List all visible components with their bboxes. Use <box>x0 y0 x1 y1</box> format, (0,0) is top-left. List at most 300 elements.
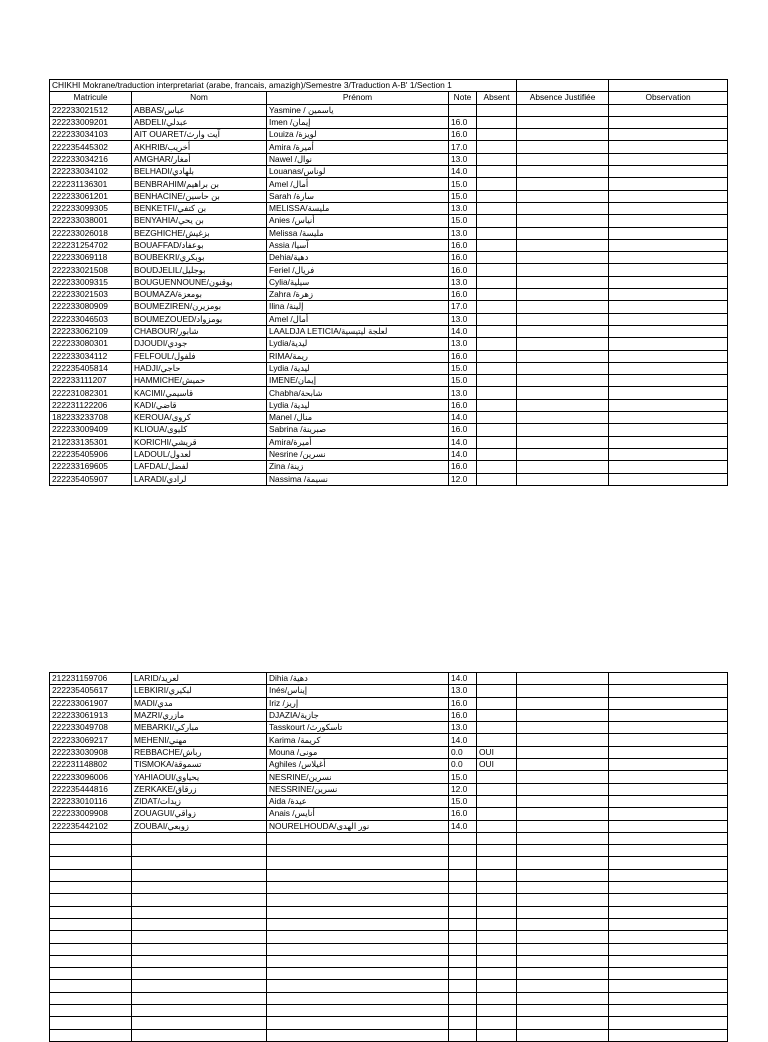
absence-justifiee-cell <box>517 289 609 301</box>
nom-cell: KEROUA/كروى <box>132 412 267 424</box>
absent-cell <box>477 424 517 436</box>
absent-cell <box>477 436 517 448</box>
note-cell: 14.0 <box>449 166 477 178</box>
note-cell <box>449 104 477 116</box>
nom-cell: ABDELI/عبدلي <box>132 116 267 128</box>
empty-cell <box>267 943 449 955</box>
matricule-cell: 222233010116 <box>50 795 132 807</box>
nom-cell: ZOUBAI/زوبعي <box>132 820 267 832</box>
title-row <box>50 80 728 92</box>
absence-justifiee-cell <box>517 412 609 424</box>
nom-cell: LAFDAL/لفضل <box>132 461 267 473</box>
table-row <box>50 709 728 721</box>
empty-row <box>50 845 728 857</box>
absence-justifiee-cell <box>517 104 609 116</box>
absence-justifiee-cell <box>517 820 609 832</box>
matricule-cell: 222233021512 <box>50 104 132 116</box>
empty-cell <box>132 1005 267 1017</box>
grades-table-part-2 <box>49 672 728 1042</box>
empty-cell <box>477 832 517 844</box>
empty-cell <box>449 857 477 869</box>
absent-cell <box>477 473 517 485</box>
prenom-cell: Iriz /إريز <box>267 697 449 709</box>
table-row <box>50 461 728 473</box>
empty-cell <box>132 943 267 955</box>
absent-cell <box>477 820 517 832</box>
nom-cell: BELHADI/بلهادي <box>132 166 267 178</box>
table-row <box>50 399 728 411</box>
nom-cell: MEBARKI/مباركي <box>132 722 267 734</box>
prenom-cell: Manel /منال <box>267 412 449 424</box>
matricule-cell: 222231148802 <box>50 759 132 771</box>
note-cell: 17.0 <box>449 301 477 313</box>
nom-cell: LARADI/لرادي <box>132 473 267 485</box>
table-row <box>50 202 728 214</box>
table-row <box>50 722 728 734</box>
table-row <box>50 759 728 771</box>
table-row <box>50 252 728 264</box>
prenom-cell: Amira/أميرة <box>267 436 449 448</box>
matricule-cell: 222233069118 <box>50 252 132 264</box>
observation-cell <box>609 227 728 239</box>
table-row <box>50 685 728 697</box>
absence-justifiee-cell <box>517 783 609 795</box>
empty-cell <box>50 857 132 869</box>
matricule-cell: 222235442102 <box>50 820 132 832</box>
note-cell: 15.0 <box>449 375 477 387</box>
absent-cell <box>477 697 517 709</box>
empty-cell <box>477 918 517 930</box>
absence-justifiee-cell <box>517 202 609 214</box>
empty-cell <box>132 931 267 943</box>
absence-justifiee-cell <box>517 252 609 264</box>
note-cell: 0.0 <box>449 759 477 771</box>
note-cell: 15.0 <box>449 190 477 202</box>
absent-cell <box>477 673 517 685</box>
prenom-cell: Sarah /سارة <box>267 190 449 202</box>
table-row <box>50 129 728 141</box>
note-cell: 16.0 <box>449 116 477 128</box>
absent-cell <box>477 116 517 128</box>
note-cell: 14.0 <box>449 412 477 424</box>
absent-cell <box>477 178 517 190</box>
nom-cell: BOUMEZIREN/بومزيرن <box>132 301 267 313</box>
absent-cell <box>477 289 517 301</box>
matricule-cell: 222233111207 <box>50 375 132 387</box>
matricule-cell: 222233069217 <box>50 734 132 746</box>
table-row <box>50 239 728 251</box>
note-cell: 15.0 <box>449 362 477 374</box>
absence-justifiee-cell <box>517 746 609 758</box>
nom-cell: YAHIAOUI/يحياوي <box>132 771 267 783</box>
table-row <box>50 166 728 178</box>
note-cell: 12.0 <box>449 473 477 485</box>
matricule-cell: 222233034102 <box>50 166 132 178</box>
empty-cell <box>477 1017 517 1029</box>
note-cell: 16.0 <box>449 399 477 411</box>
nom-cell: TISMOKA/تسموقة <box>132 759 267 771</box>
empty-cell <box>267 931 449 943</box>
prenom-cell: NESSRINE/نسرين <box>267 783 449 795</box>
note-cell: 16.0 <box>449 289 477 301</box>
absence-justifiee-cell <box>517 313 609 325</box>
note-cell: 16.0 <box>449 264 477 276</box>
empty-cell <box>50 1017 132 1029</box>
nom-cell: MEHENI/مهني <box>132 734 267 746</box>
prenom-cell: NOURELHOUDA/نور الهدى <box>267 820 449 832</box>
absent-cell <box>477 104 517 116</box>
empty-cell <box>50 869 132 881</box>
observation-cell <box>609 808 728 820</box>
absent-cell <box>477 202 517 214</box>
matricule-cell: 222233096006 <box>50 771 132 783</box>
empty-cell <box>517 857 609 869</box>
empty-cell <box>477 1005 517 1017</box>
nom-cell: AKHRIB/أخريب <box>132 141 267 153</box>
prenom-cell: Nesrine /نسرين <box>267 448 449 460</box>
observation-cell <box>609 116 728 128</box>
empty-cell <box>50 1005 132 1017</box>
empty-cell <box>449 980 477 992</box>
empty-cell <box>477 882 517 894</box>
empty-row <box>50 968 728 980</box>
absent-cell <box>477 313 517 325</box>
empty-cell <box>50 832 132 844</box>
note-cell: 13.0 <box>449 276 477 288</box>
observation-cell <box>609 448 728 460</box>
observation-cell <box>609 424 728 436</box>
absence-justifiee-cell <box>517 153 609 165</box>
absent-cell <box>477 338 517 350</box>
absence-justifiee-cell <box>517 734 609 746</box>
empty-cell <box>449 955 477 967</box>
prenom-cell: Assia /آسيا <box>267 239 449 251</box>
prenom-cell: RIMA/ريمة <box>267 350 449 362</box>
table-row <box>50 375 728 387</box>
empty-cell <box>132 869 267 881</box>
empty-cell <box>609 980 728 992</box>
empty-cell <box>132 857 267 869</box>
prenom-cell: Ilina /إلينة <box>267 301 449 313</box>
empty-cell <box>267 906 449 918</box>
absence-justifiee-cell <box>517 178 609 190</box>
note-cell: 16.0 <box>449 239 477 251</box>
empty-cell <box>517 1005 609 1017</box>
empty-cell <box>609 931 728 943</box>
note-cell: 0.0 <box>449 746 477 758</box>
observation-cell <box>609 338 728 350</box>
empty-cell <box>50 906 132 918</box>
observation-cell <box>609 759 728 771</box>
empty-cell <box>50 992 132 1004</box>
sheet-title: CHIKHI Mokrane/traduction interpretariat (arabe, francais, amazigh)/Semestre 3/Traduction A-B' 1/Section 1 <box>50 80 517 92</box>
table-row <box>50 783 728 795</box>
absent-cell <box>477 350 517 362</box>
absence-justifiee-cell <box>517 276 609 288</box>
absent-cell <box>477 153 517 165</box>
absent-cell <box>477 387 517 399</box>
nom-cell: MAZRI/مازري <box>132 709 267 721</box>
absent-cell <box>477 301 517 313</box>
matricule-cell: 222233026018 <box>50 227 132 239</box>
absence-justifiee-cell <box>517 375 609 387</box>
observation-cell <box>609 722 728 734</box>
table-row <box>50 673 728 685</box>
empty-cell <box>50 955 132 967</box>
empty-cell <box>267 845 449 857</box>
absence-justifiee-cell <box>517 387 609 399</box>
matricule-cell: 222235445302 <box>50 141 132 153</box>
observation-cell <box>609 190 728 202</box>
observation-cell <box>609 387 728 399</box>
absence-justifiee-cell <box>517 116 609 128</box>
absent-cell <box>477 239 517 251</box>
prenom-cell: Zahra /زهرة <box>267 289 449 301</box>
empty-cell <box>517 918 609 930</box>
prenom-cell: Dihia /دهية <box>267 673 449 685</box>
empty-cell <box>132 955 267 967</box>
absence-justifiee-cell <box>517 239 609 251</box>
nom-cell: CHABOUR/شابور <box>132 325 267 337</box>
empty-cell <box>267 968 449 980</box>
nom-cell: ABBAS/عباس <box>132 104 267 116</box>
nom-cell: KACIMI/قاسيمي <box>132 387 267 399</box>
header-observation: Observation <box>609 92 728 104</box>
prenom-cell: Louiza /لويزة <box>267 129 449 141</box>
empty-cell <box>609 1017 728 1029</box>
absent-cell <box>477 771 517 783</box>
empty-cell <box>50 882 132 894</box>
table-row <box>50 104 728 116</box>
observation-cell <box>609 104 728 116</box>
matricule-cell: 222233021503 <box>50 289 132 301</box>
observation-cell <box>609 461 728 473</box>
observation-cell <box>609 252 728 264</box>
nom-cell: ZERKAKE/زرقاق <box>132 783 267 795</box>
observation-cell <box>609 153 728 165</box>
table-row <box>50 227 728 239</box>
table-row <box>50 362 728 374</box>
prenom-cell: Tasskourt /تاسكورث <box>267 722 449 734</box>
empty-cell <box>449 832 477 844</box>
empty-cell <box>267 980 449 992</box>
matricule-cell: 222233061201 <box>50 190 132 202</box>
absent-cell <box>477 227 517 239</box>
observation-cell <box>609 215 728 227</box>
nom-cell: BOUMAZA/بومعزة <box>132 289 267 301</box>
absence-justifiee-cell <box>517 215 609 227</box>
absence-justifiee-cell <box>517 362 609 374</box>
nom-cell: BOUBEKRI/بوبكري <box>132 252 267 264</box>
note-cell: 13.0 <box>449 722 477 734</box>
empty-cell <box>517 832 609 844</box>
observation-cell <box>609 289 728 301</box>
table-row <box>50 301 728 313</box>
empty-cell <box>609 894 728 906</box>
matricule-cell: 222233009409 <box>50 424 132 436</box>
absent-cell <box>477 190 517 202</box>
empty-cell <box>267 869 449 881</box>
nom-cell: KLIOUA/كليوى <box>132 424 267 436</box>
observation-cell <box>609 771 728 783</box>
note-cell: 14.0 <box>449 325 477 337</box>
observation-cell <box>609 301 728 313</box>
empty-cell <box>267 1029 449 1041</box>
empty-cell <box>50 931 132 943</box>
absent-cell <box>477 399 517 411</box>
empty-cell <box>267 1017 449 1029</box>
empty-cell <box>477 906 517 918</box>
note-cell: 15.0 <box>449 795 477 807</box>
absence-justifiee-cell <box>517 424 609 436</box>
table-row <box>50 153 728 165</box>
note-cell: 15.0 <box>449 771 477 783</box>
matricule-cell: 222233021508 <box>50 264 132 276</box>
observation-cell <box>609 362 728 374</box>
empty-cell <box>267 992 449 1004</box>
prenom-cell: Yasmine / ياسمين <box>267 104 449 116</box>
absent-cell: OUI <box>477 759 517 771</box>
absence-justifiee-cell <box>517 473 609 485</box>
empty-cell <box>50 918 132 930</box>
header-absent: Absent <box>477 92 517 104</box>
empty-cell <box>449 1029 477 1041</box>
nom-cell: BOUDJELIL/بوجليل <box>132 264 267 276</box>
table-row <box>50 325 728 337</box>
nom-cell: KADI/قاضي <box>132 399 267 411</box>
nom-cell: BENHACINE/بن حاسين <box>132 190 267 202</box>
header-row <box>50 92 728 104</box>
observation-cell <box>609 734 728 746</box>
absence-justifiee-cell <box>517 129 609 141</box>
note-cell: 16.0 <box>449 350 477 362</box>
nom-cell: LADOUL/لعدول <box>132 448 267 460</box>
prenom-cell: Lydia /ليدية <box>267 399 449 411</box>
nom-cell: ZOUAGUI/زواقي <box>132 808 267 820</box>
table-row <box>50 808 728 820</box>
matricule-cell: 222233046503 <box>50 313 132 325</box>
prenom-cell: Amel /أمال <box>267 178 449 190</box>
matricule-cell: 222233034103 <box>50 129 132 141</box>
empty-row <box>50 918 728 930</box>
empty-cell <box>449 1005 477 1017</box>
note-cell: 14.0 <box>449 448 477 460</box>
table-row <box>50 190 728 202</box>
absence-justifiee-cell <box>517 301 609 313</box>
note-cell: 13.0 <box>449 153 477 165</box>
observation-cell <box>609 350 728 362</box>
absent-cell <box>477 375 517 387</box>
prenom-cell: Cylia/سيلية <box>267 276 449 288</box>
empty-cell <box>517 869 609 881</box>
observation-cell <box>609 202 728 214</box>
table-row <box>50 338 728 350</box>
observation-cell <box>609 412 728 424</box>
nom-cell: FELFOUL/فلفول <box>132 350 267 362</box>
table-row <box>50 141 728 153</box>
absence-justifiee-cell <box>517 190 609 202</box>
empty-row <box>50 931 728 943</box>
empty-cell <box>132 1017 267 1029</box>
absence-justifiee-cell <box>517 166 609 178</box>
prenom-cell: Dehia/دهية <box>267 252 449 264</box>
absence-justifiee-cell <box>517 350 609 362</box>
title-empty-cell <box>609 80 728 92</box>
table-row <box>50 116 728 128</box>
matricule-cell: 222231122206 <box>50 399 132 411</box>
empty-cell <box>477 869 517 881</box>
empty-cell <box>50 894 132 906</box>
matricule-cell: 222233034112 <box>50 350 132 362</box>
empty-cell <box>449 894 477 906</box>
prenom-cell: Zina /زينة <box>267 461 449 473</box>
matricule-cell: 222235405907 <box>50 473 132 485</box>
observation-cell <box>609 141 728 153</box>
table-row <box>50 820 728 832</box>
matricule-cell: 222233062109 <box>50 325 132 337</box>
observation-cell <box>609 820 728 832</box>
absent-cell <box>477 362 517 374</box>
matricule-cell: 222233061913 <box>50 709 132 721</box>
matricule-cell: 222235405814 <box>50 362 132 374</box>
prenom-cell: Inés/إيناس <box>267 685 449 697</box>
table-row <box>50 448 728 460</box>
nom-cell: AIT OUARET/آيت وارث <box>132 129 267 141</box>
observation-cell <box>609 709 728 721</box>
title-empty-cell <box>517 80 609 92</box>
observation-cell <box>609 239 728 251</box>
nom-cell: MADI/مدي <box>132 697 267 709</box>
empty-cell <box>132 882 267 894</box>
empty-cell <box>609 869 728 881</box>
note-cell: 16.0 <box>449 252 477 264</box>
empty-row <box>50 1029 728 1041</box>
nom-cell: BENKETFI/بن كتفي <box>132 202 267 214</box>
observation-cell <box>609 166 728 178</box>
observation-cell <box>609 436 728 448</box>
note-cell: 13.0 <box>449 313 477 325</box>
empty-cell <box>132 968 267 980</box>
nom-cell: BEZGHICHE/بزغيش <box>132 227 267 239</box>
prenom-cell: Chabha/شابحة <box>267 387 449 399</box>
table-row <box>50 795 728 807</box>
empty-cell <box>609 955 728 967</box>
absent-cell <box>477 325 517 337</box>
matricule-cell: 222233061907 <box>50 697 132 709</box>
empty-cell <box>517 845 609 857</box>
nom-cell: ZIDAT/زيدات <box>132 795 267 807</box>
nom-cell: DJOUDI/جودي <box>132 338 267 350</box>
table-row <box>50 215 728 227</box>
absent-cell <box>477 276 517 288</box>
prenom-cell: MELISSA/مليسة <box>267 202 449 214</box>
matricule-cell: 222233009315 <box>50 276 132 288</box>
empty-cell <box>517 968 609 980</box>
nom-cell: BOUAFFAD/بوعفاد <box>132 239 267 251</box>
header-matricule: Matricule <box>50 92 132 104</box>
table-row <box>50 264 728 276</box>
prenom-cell: Louanas/لوناس <box>267 166 449 178</box>
empty-cell <box>449 882 477 894</box>
note-cell: 15.0 <box>449 178 477 190</box>
absent-cell <box>477 448 517 460</box>
matricule-cell: 222233009201 <box>50 116 132 128</box>
empty-cell <box>477 894 517 906</box>
matricule-cell: 222231136301 <box>50 178 132 190</box>
nom-cell: KORICHI/قريشي <box>132 436 267 448</box>
empty-cell <box>267 918 449 930</box>
absent-cell <box>477 129 517 141</box>
